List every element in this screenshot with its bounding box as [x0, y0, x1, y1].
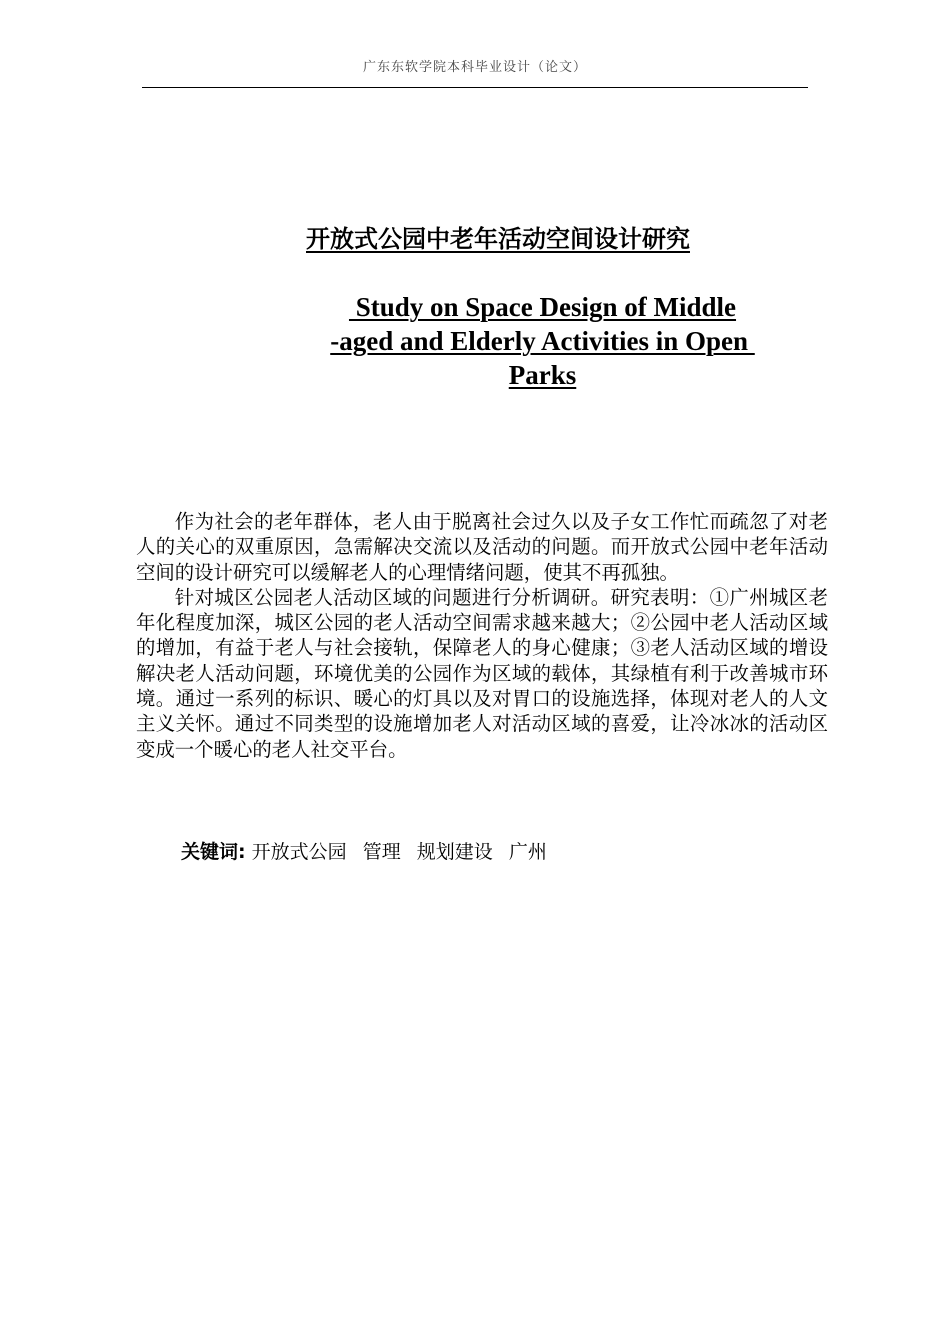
- abstract-body: [136, 509, 828, 762]
- english-title-line-1: Study on Space Design of Middle: [348, 292, 737, 322]
- keyword-item: 广州: [508, 841, 547, 863]
- keyword-item: 管理: [362, 841, 401, 863]
- keyword-item: 开放式公园: [251, 841, 347, 863]
- english-title: [300, 290, 785, 392]
- keyword-item: 规划建设: [416, 841, 493, 863]
- abstract-paragraph-2: 针对城区公园老人活动区域的问题进行分析调研。研究表明：①广州城区老年化程度加深，城区公园的老人活动空间需求越来越大；②公园中老人活动区域的增加，有益于老人与社会接轨，保障老人的身心健康；③老人活动区域的增设解决老人活动问题，环境优美的公园作为区域的载体，其绿植有利于改善城市环境。通过一系列的标识、暖心的灯具以及对胃口的设施选择，体现对老人的人文主义关怀。通过不同类型的设施增加老人对活动区域的喜爱，让冷冰冰的活动区变成一个暖心的老人社交平台。: [136, 585, 828, 761]
- chinese-title: 开放式公园中老年活动空间设计研究: [306, 225, 690, 253]
- english-title-line-2: -aged and Elderly Activities in Open: [330, 326, 755, 356]
- english-title-line-3: Parks: [508, 360, 577, 390]
- running-header: 广东东软学院本科毕业设计（论文）: [362, 60, 587, 75]
- abstract-paragraph-1: 作为社会的老年群体，老人由于脱离社会过久以及子女工作忙而疏忽了对老人的关心的双重原因，急需解决交流以及活动的问题。而开放式公园中老年活动空间的设计研究可以缓解老人的心理情绪问题，使其不再孤独。: [136, 510, 828, 584]
- header-divider: [142, 87, 808, 88]
- keywords-label: 关键词:: [181, 841, 246, 863]
- keywords-line: [181, 839, 557, 865]
